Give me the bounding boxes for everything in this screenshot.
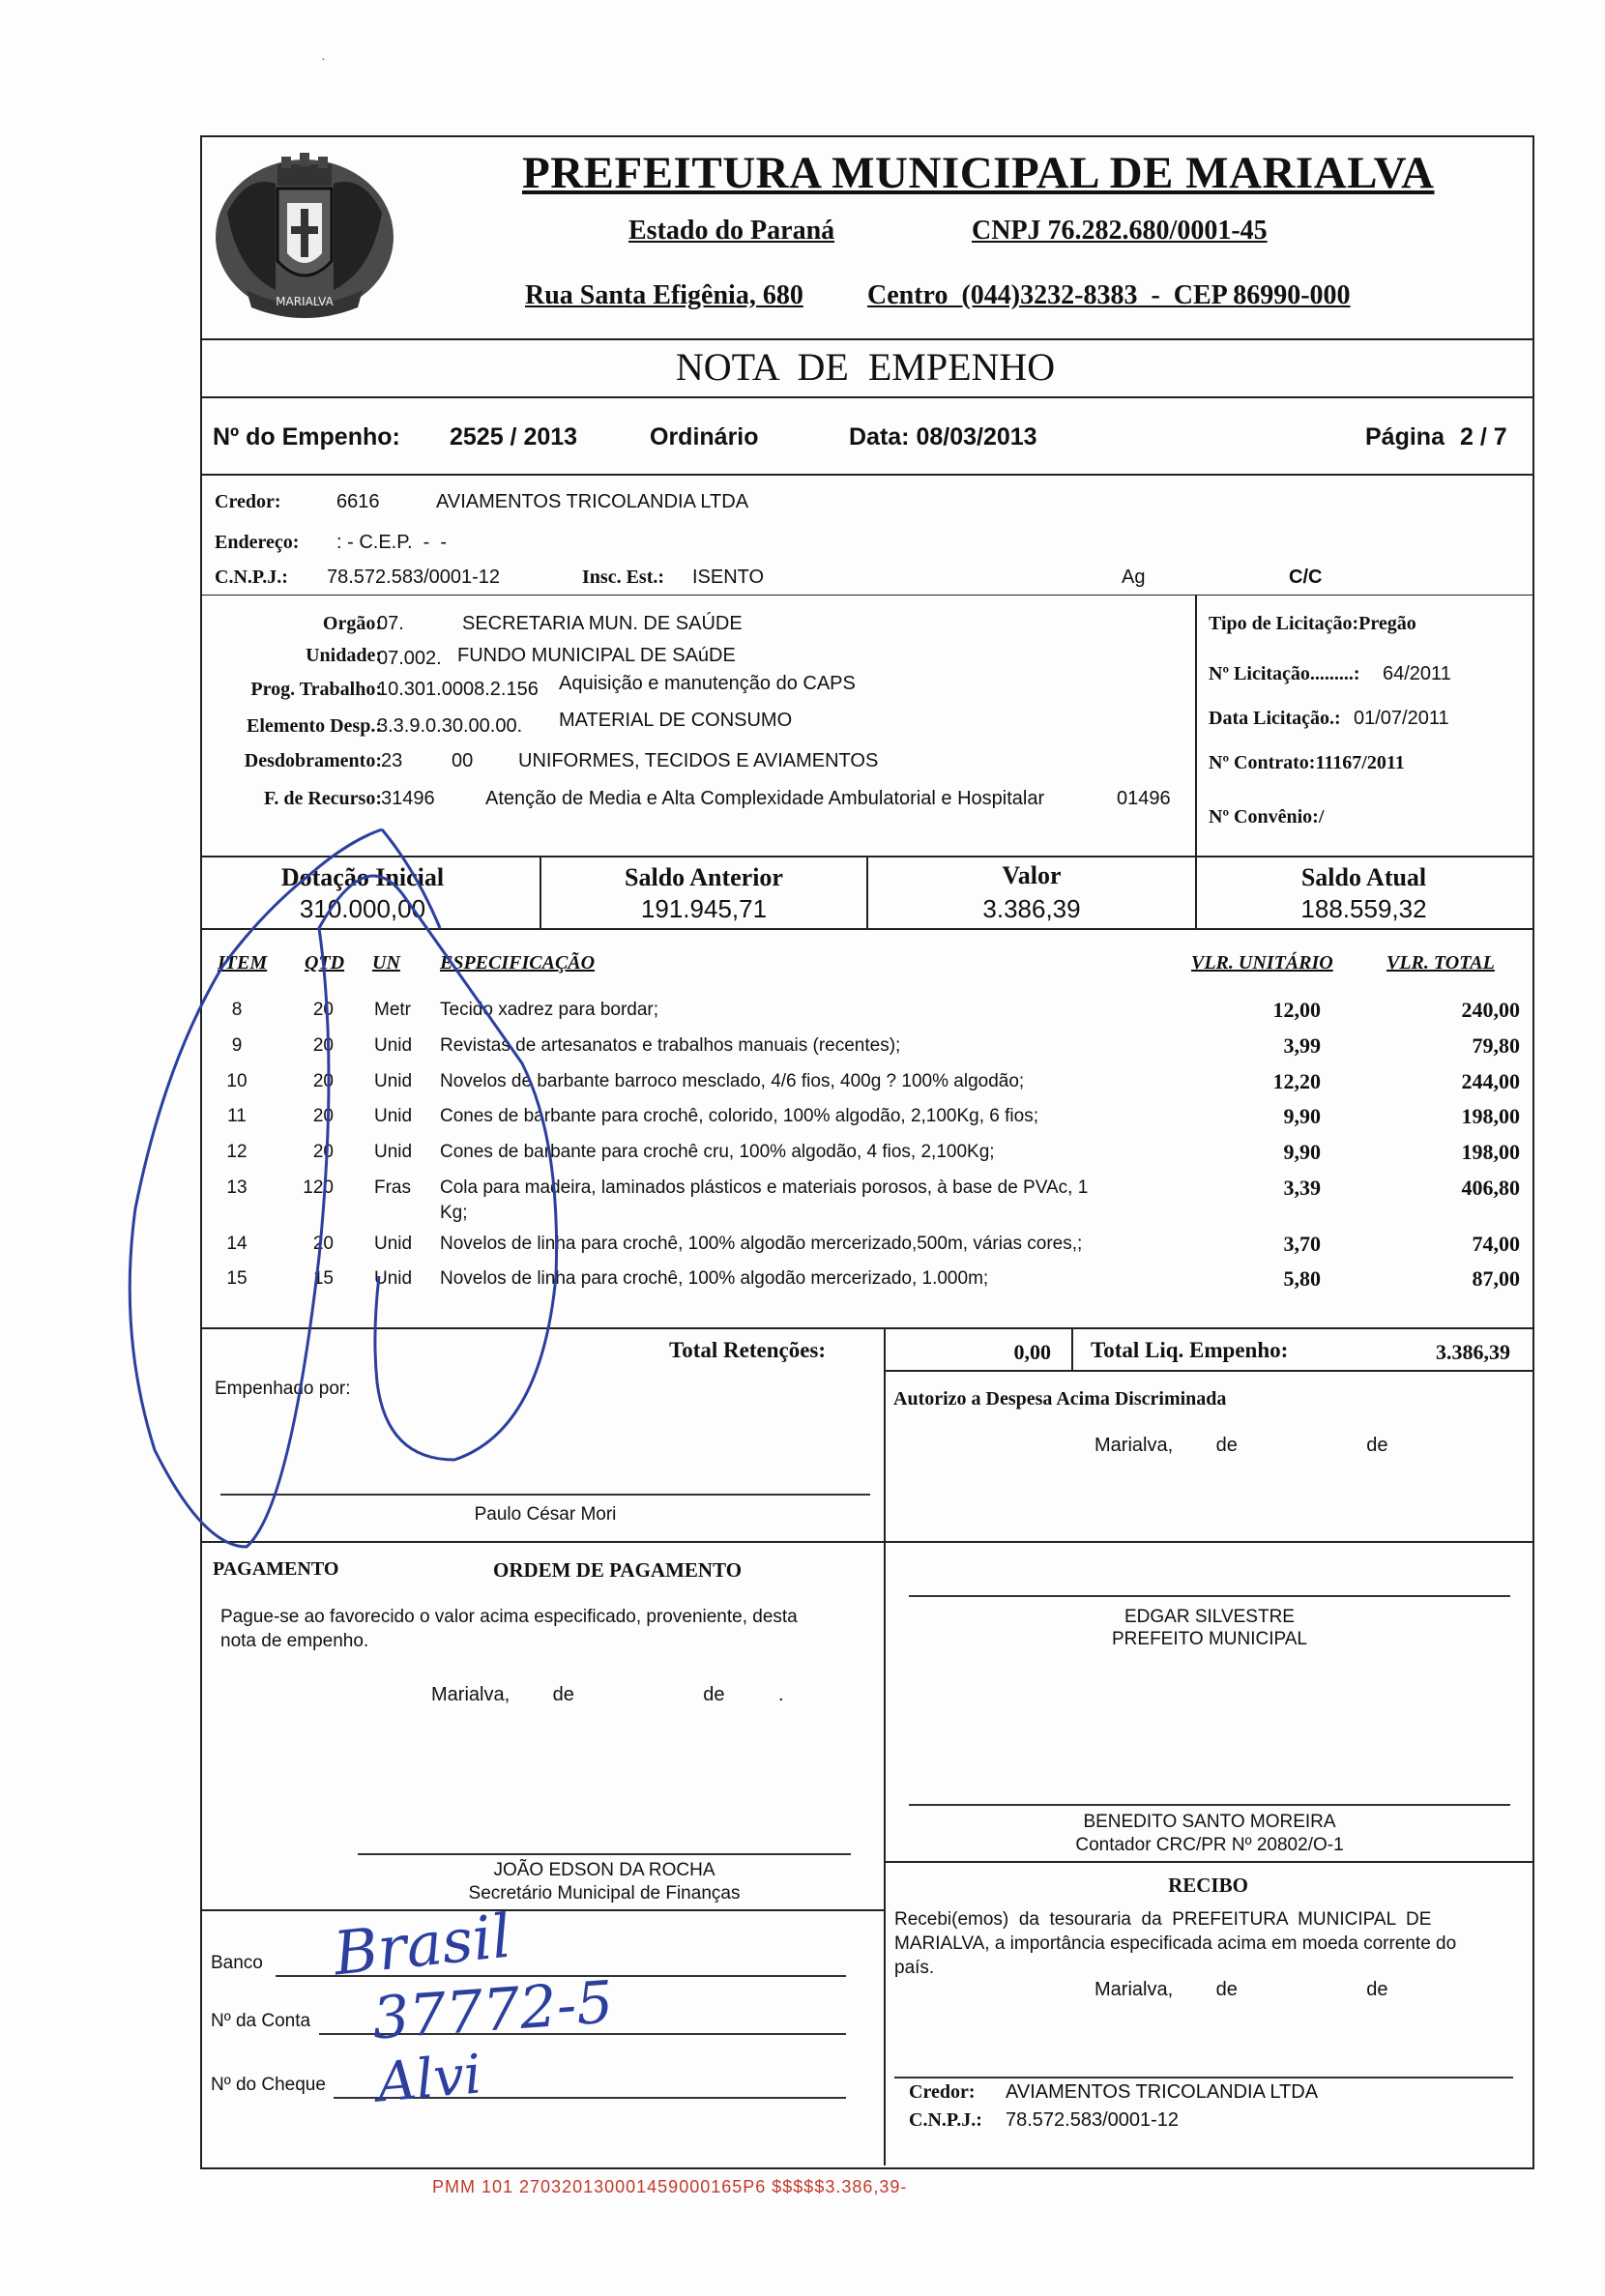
row-spec: Novelos de linha para crochê, 100% algodão mercerizado,500m, várias cores,; xyxy=(440,1234,1083,1254)
empenho-number: 2525 / 2013 xyxy=(450,423,578,450)
dotacao-inicial-label: Dotação Inicial xyxy=(280,863,445,891)
col-item: ITEM xyxy=(218,952,268,974)
prefeito-name: EDGAR SILVESTRE xyxy=(1124,1607,1295,1627)
handwritten-conta: 37772-5 xyxy=(369,1968,616,2053)
svg-text:MARIALVA: MARIALVA xyxy=(276,295,334,308)
orgao-name: SECRETARIA MUN. DE SAÚDE xyxy=(462,613,743,634)
col-total: VLR. TOTAL xyxy=(1386,952,1495,974)
prog-label: Prog. Trabalho: xyxy=(250,679,382,700)
orgao-label: Orgão: xyxy=(322,613,382,634)
header-address: Rua Santa Efigênia, 680 xyxy=(525,280,803,310)
cnpj-value: 78.572.583/0001-12 xyxy=(327,567,501,588)
pague-line-1: Pague-se ao favorecido o valor acima especificado, proveniente, desta xyxy=(220,1607,798,1627)
row-un: Metr xyxy=(374,1000,411,1020)
elemento-code: 3.3.9.0.30.00.00. xyxy=(377,715,523,737)
credor-name: AVIAMENTOS TRICOLANDIA LTDA xyxy=(436,491,749,512)
convenio: Nº Convênio:/ xyxy=(1209,806,1325,828)
row-qtd: 15 xyxy=(312,1268,334,1289)
footer-credor-label: Credor: xyxy=(909,2081,976,2103)
ordem-pagamento-label: ORDEM DE PAGAMENTO xyxy=(493,1558,743,1582)
recibo-label: RECIBO xyxy=(1168,1874,1248,1897)
unidade-code: 07.002. xyxy=(377,648,442,669)
dotacao-inicial-value: 310.000,00 xyxy=(299,894,426,923)
row-qtd: 20 xyxy=(312,1035,334,1056)
row-un: Unid xyxy=(374,1142,413,1162)
page-label: Página xyxy=(1365,423,1444,450)
pague-line-2: nota de empenho. xyxy=(220,1631,369,1651)
valor-value: 3.386,39 xyxy=(982,894,1081,923)
row-total: 240,00 xyxy=(1461,998,1520,1022)
secretario-name: JOÃO EDSON DA ROCHA xyxy=(493,1860,715,1880)
row-spec: Novelos de linha para crochê, 100% algodão mercerizado, 1.000m; xyxy=(440,1268,989,1289)
row-total: 74,00 xyxy=(1472,1232,1520,1256)
elemento-label: Elemento Desp.: xyxy=(247,715,382,737)
prog-code: 10.301.0008.2.156 xyxy=(377,679,539,700)
insc-value: ISENTO xyxy=(692,567,765,588)
row-spec: Cola para madeira, laminados plásticos e materiais porosos, à base de PVAc, 1 xyxy=(440,1177,1089,1198)
col-unit: VLR. UNITÁRIO xyxy=(1191,952,1333,974)
state-name: Estado do Paraná xyxy=(628,216,835,246)
licitacao-data: 01/07/2011 xyxy=(1354,708,1449,729)
elemento-name: MATERIAL DE CONSUMO xyxy=(559,710,793,731)
pagamento-date: Marialva, de de . xyxy=(431,1684,784,1705)
desdobramento-code2: 00 xyxy=(452,750,474,771)
handwritten-banco: Brasil xyxy=(330,1900,514,1990)
licitacao-tipo: Tipo de Licitação:Pregão xyxy=(1209,613,1416,634)
footer-cnpj-value: 78.572.583/0001-12 xyxy=(1006,2109,1180,2131)
row-spec: Revistas de artesanatos e trabalhos manuais (recentes); xyxy=(440,1035,901,1056)
col-qtd: QTD xyxy=(305,952,345,974)
row-spec-continued: Kg; xyxy=(440,1203,468,1223)
contrato: Nº Contrato:11167/2011 xyxy=(1209,752,1405,773)
saldo-atual-label: Saldo Atual xyxy=(1300,863,1427,891)
row-total: 198,00 xyxy=(1461,1104,1520,1128)
unidade-label: Unidade: xyxy=(306,645,382,666)
row-total: 406,80 xyxy=(1461,1176,1520,1200)
endereco-label: Endereço: xyxy=(215,532,300,553)
row-total: 87,00 xyxy=(1472,1266,1520,1291)
col-spec: ESPECIFICAÇÃO xyxy=(440,952,596,974)
row-spec: Novelos de barbante barroco mesclado, 4/6 fios, 400g ? 100% algodão; xyxy=(440,1071,1025,1091)
contador-title: Contador CRC/PR Nº 20802/O-1 xyxy=(1075,1835,1344,1855)
recibo-line-3: país. xyxy=(894,1958,935,1978)
valor-label: Valor xyxy=(1002,861,1062,889)
licitacao-num: 64/2011 xyxy=(1383,663,1451,684)
liq-label: Total Liq. Empenho: xyxy=(1091,1338,1289,1362)
empenho-type: Ordinário xyxy=(650,423,759,450)
recibo-line-2: MARIALVA, a importância especificada acima em moeda corrente do xyxy=(894,1933,1457,1954)
header-cnpj: CNPJ 76.282.680/0001-45 xyxy=(972,216,1268,246)
prefeitura-title: PREFEITURA MUNICIPAL DE MARIALVA xyxy=(522,148,1435,198)
prog-name: Aquisição e manutenção do CAPS xyxy=(559,673,856,694)
row-un: Unid xyxy=(374,1234,413,1254)
row-unit: 3,70 xyxy=(1283,1232,1321,1256)
row-total: 198,00 xyxy=(1461,1140,1520,1164)
credor-code: 6616 xyxy=(336,491,380,512)
row-item: 9 xyxy=(231,1035,243,1056)
secretario-title: Secretário Municipal de Finanças xyxy=(468,1883,741,1904)
empenho-number-label: Nº do Empenho: xyxy=(213,423,400,450)
autorizo-date: Marialva, de de xyxy=(1094,1435,1388,1456)
row-qtd: 20 xyxy=(312,1071,334,1091)
row-qtd: 20 xyxy=(312,1142,334,1162)
row-item: 13 xyxy=(226,1177,248,1198)
row-spec: Cones de barbante para crochê, colorido, 100% algodão, 2,100Kg, 6 fios; xyxy=(440,1106,1038,1126)
desdobramento-name: UNIFORMES, TECIDOS E AVIAMENTOS xyxy=(518,750,879,771)
row-total: 244,00 xyxy=(1461,1069,1520,1093)
recurso-label: F. de Recurso: xyxy=(263,788,382,809)
cnpj-label: C.N.P.J.: xyxy=(215,567,288,588)
row-qtd: 120 xyxy=(303,1177,334,1198)
row-unit: 9,90 xyxy=(1283,1140,1321,1164)
document-title: NOTA DE EMPENHO xyxy=(675,345,1056,389)
row-un: Fras xyxy=(374,1177,411,1198)
row-unit: 3,39 xyxy=(1283,1176,1321,1200)
saldo-anterior-label: Saldo Anterior xyxy=(625,863,783,891)
saldo-atual-value: 188.559,32 xyxy=(1300,894,1427,923)
machine-stamp: PMM 101 270320130001459000165P6 $$$$$3.386,39- xyxy=(432,2177,908,2196)
banco-label: Banco xyxy=(211,1953,263,1973)
row-spec: Cones de barbante para crochê cru, 100% algodão, 4 fios, 2,100Kg; xyxy=(440,1142,995,1162)
row-qtd: 20 xyxy=(312,1000,334,1020)
scan-mark: · xyxy=(321,53,326,68)
row-un: Unid xyxy=(374,1071,413,1091)
desdobramento-label: Desdobramento: xyxy=(244,750,382,771)
insc-label: Insc. Est.: xyxy=(582,567,665,588)
retencoes-value: 0,00 xyxy=(1013,1340,1051,1364)
ag-label: Ag xyxy=(1122,567,1146,588)
pagamento-label: PAGAMENTO xyxy=(213,1558,339,1580)
row-qtd: 20 xyxy=(312,1234,334,1254)
row-unit: 12,20 xyxy=(1272,1069,1321,1093)
autorizo-text: Autorizo a Despesa Acima Discriminada xyxy=(893,1388,1227,1410)
row-item: 10 xyxy=(226,1071,248,1091)
licitacao-num-label: Nº Licitação.........: xyxy=(1209,663,1360,684)
contador-name: BENEDITO SANTO MOREIRA xyxy=(1083,1812,1336,1832)
recurso-name: Atenção de Media e Alta Complexidade Ambulatorial e Hospitalar xyxy=(485,788,1045,809)
liq-value: 3.386,39 xyxy=(1436,1340,1510,1364)
desdobramento-code1: 23 xyxy=(381,750,403,771)
row-spec: Tecido xadrez para bordar; xyxy=(440,1000,659,1020)
credor-label: Credor: xyxy=(215,491,281,512)
footer-cnpj-label: C.N.P.J.: xyxy=(909,2109,982,2131)
row-unit: 9,90 xyxy=(1283,1104,1321,1128)
row-item: 12 xyxy=(226,1142,248,1162)
prefeito-title: PREFEITO MUNICIPAL xyxy=(1112,1629,1307,1649)
licitacao-data-label: Data Licitação.: xyxy=(1209,708,1341,729)
row-item: 8 xyxy=(231,1000,243,1020)
retencoes-label: Total Retenções: xyxy=(669,1338,827,1362)
empenhado-name: Paulo César Mori xyxy=(474,1504,617,1525)
row-un: Unid xyxy=(374,1035,413,1056)
page-number: 2 / 7 xyxy=(1460,423,1507,450)
endereco-value: : - C.E.P. - - xyxy=(336,532,448,553)
row-qtd: 20 xyxy=(312,1106,334,1126)
row-unit: 5,80 xyxy=(1283,1266,1321,1291)
cheque-label: Nº do Cheque xyxy=(211,2075,326,2095)
empenho-date: Data: 08/03/2013 xyxy=(849,423,1037,450)
footer-credor-value: AVIAMENTOS TRICOLANDIA LTDA xyxy=(1006,2081,1319,2103)
cc-label: C/C xyxy=(1289,567,1323,588)
recurso-code2: 01496 xyxy=(1117,788,1171,809)
row-item: 11 xyxy=(227,1106,247,1126)
row-unit: 12,00 xyxy=(1272,998,1321,1022)
row-total: 79,80 xyxy=(1472,1033,1520,1058)
row-un: Unid xyxy=(374,1106,413,1126)
recibo-date: Marialva, de de xyxy=(1094,1979,1388,2000)
recurso-code: 31496 xyxy=(381,788,435,809)
header-contact: Centro (044)3232-8383 - CEP 86990-000 xyxy=(867,280,1351,310)
row-item: 14 xyxy=(226,1234,248,1254)
orgao-code: 07. xyxy=(377,613,404,634)
conta-label: Nº da Conta xyxy=(211,2011,311,2031)
saldo-anterior-value: 191.945,71 xyxy=(640,894,768,923)
recibo-line-1: Recebi(emos) da tesouraria da PREFEITURA MUNICIPAL DE xyxy=(894,1909,1432,1930)
unidade-name: FUNDO MUNICIPAL DE SAúDE xyxy=(457,645,736,666)
col-un: UN xyxy=(372,952,400,974)
row-item: 15 xyxy=(226,1268,248,1289)
empenhado-label: Empenhado por: xyxy=(215,1379,351,1399)
row-unit: 3,99 xyxy=(1283,1033,1321,1058)
row-un: Unid xyxy=(374,1268,413,1289)
handwritten-cheque: Alvi xyxy=(374,2043,484,2115)
